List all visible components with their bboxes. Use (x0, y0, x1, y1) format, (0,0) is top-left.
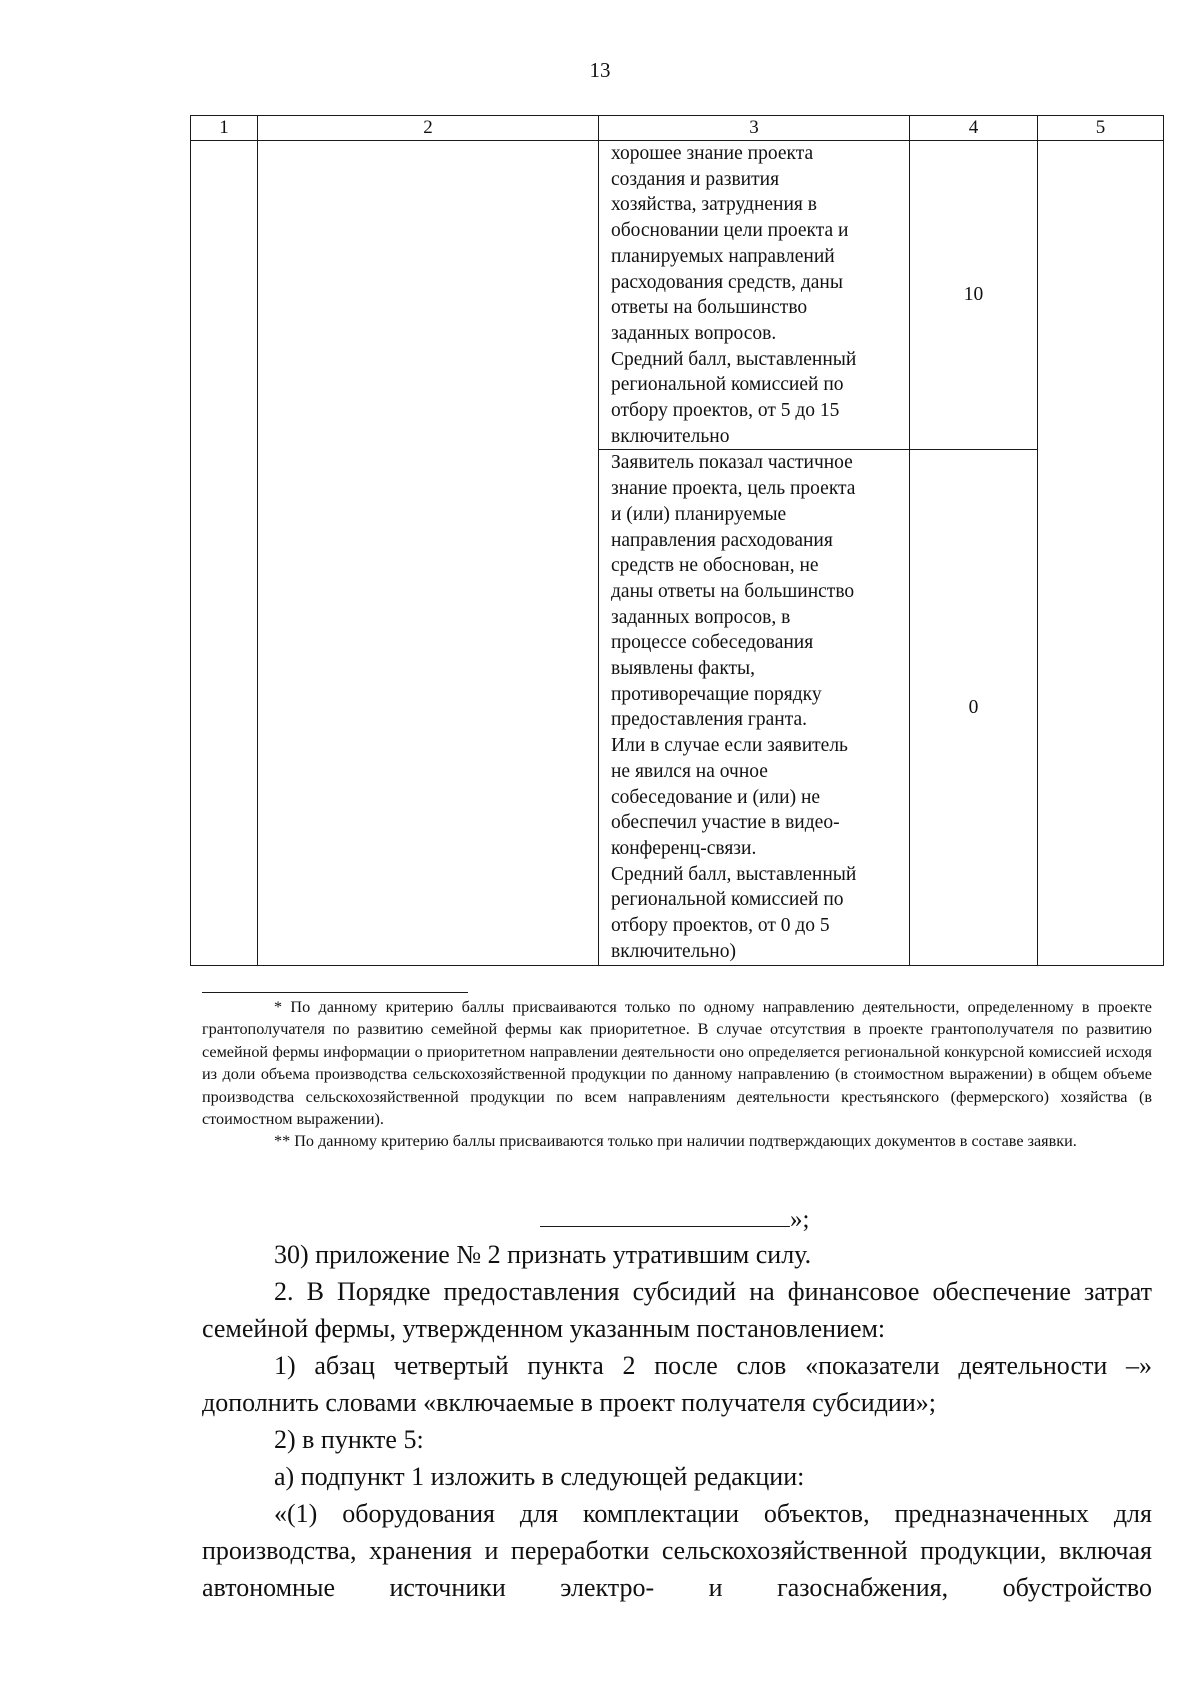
col-5-cell (1038, 141, 1164, 966)
table-header-row (191, 116, 1164, 141)
criterion-line: обеспечил участие в видео- (611, 812, 840, 834)
paragraph: 2) в пункте 5: (274, 1425, 424, 1454)
footnote-separator (202, 992, 468, 993)
criterion-line: противоречащие порядку (611, 683, 822, 705)
paragraph: а) подпункт 1 изложить в следующей редакции: (274, 1462, 805, 1491)
header-cell-3: 3 (599, 116, 910, 141)
criterion-line: отбору проектов, от 5 до 15 (611, 400, 840, 422)
criterion-line: средств не обоснован, не (611, 555, 819, 577)
criterion-line: предоставления гранта. (611, 709, 807, 731)
paragraph: 2. В Порядке предоставления субсидий на финансовое обеспечение затрат семейной фермы, утвержденном указанным постановлением: (202, 1277, 1152, 1343)
header-cell-5: 5 (1038, 116, 1164, 141)
paragraph: «(1) оборудования для комплектации объектов, предназначенных для производства, хранения и переработки сельскохозяйственной продукции, включая автономные источники электро- и газоснабжения, обустройство (202, 1499, 1152, 1602)
criterion-line: Заявитель показал частичное (611, 452, 853, 474)
header-cell-2: 2 (258, 116, 599, 141)
footnotes (202, 996, 1152, 1153)
criterion-line: хорошее знание проекта (611, 143, 814, 164)
criterion-line: Средний балл, выставленный (611, 863, 857, 885)
criterion-cell (599, 141, 910, 450)
criterion-cell (599, 450, 910, 965)
score-cell: 0 (910, 450, 1038, 965)
page-number: 13 (589, 58, 611, 82)
criterion-line: отбору проектов, от 0 до 5 (611, 915, 830, 937)
criterion-line: включительно) (611, 940, 736, 962)
paragraph: 30) приложение № 2 признать утратившим силу. (274, 1240, 812, 1269)
criterion-line: заданных вопросов. (611, 322, 777, 344)
criterion-line: процессе собеседования (611, 632, 814, 654)
header-cell-4: 4 (910, 116, 1038, 141)
criterion-line: региональной комиссией по (611, 889, 844, 911)
closing-quote-mark: »; (790, 1206, 810, 1233)
criterion-line: региональной комиссией по (611, 374, 844, 396)
criterion-line: выявлены факты, (611, 658, 756, 680)
criteria-table (190, 115, 1164, 966)
col-2-cell (258, 141, 599, 966)
body-text (202, 1236, 1152, 1606)
underline-blank (540, 1210, 790, 1227)
header-cell-1: 1 (191, 116, 258, 141)
closing-quote-line (540, 1206, 809, 1234)
score-cell: 10 (910, 141, 1038, 450)
col-1-cell (191, 141, 258, 966)
criterion-line: планируемых направлений (611, 245, 835, 267)
paragraph: 1) абзац четвертый пункта 2 после слов «показатели деятельности –» дополнить словами «включаемые в проект получателя субсидии»; (202, 1351, 1152, 1417)
criterion-line: даны ответы на большинство (611, 580, 855, 602)
criterion-line: заданных вопросов, в (611, 606, 791, 628)
criterion-line: конференц-связи. (611, 837, 757, 859)
footnote-2: ** По данному критерию баллы присваиваются только при наличии подтверждающих документов в составе заявки. (274, 1132, 1077, 1151)
criterion-line: Средний балл, выставленный (611, 348, 857, 370)
footnote-1: * По данному критерию баллы присваиваются только по одному направлению деятельности, определенному в проекте грантополучателя по развитию семейной фермы как приоритетное. В случае отсутствия в проекте грантополучателя по развитию семейной фермы информации о приоритетном направлении деятельности оно определяется региональной конкурсной комиссией исходя из доли объема производства сельскохозяйственной продукции по данному направлению (в стоимостном выражении) в общем объеме производства сельскохозяйственной продукции по всем направлениям деятельности крестьянского (фермерского) хозяйства (в стоимостном выражении). (202, 998, 1152, 1129)
criterion-line: Или в случае если заявитель (611, 735, 848, 757)
criterion-line: ответы на большинство (611, 297, 808, 319)
criterion-line: хозяйства, затруднения в (611, 194, 817, 216)
criterion-line: направления расходования (611, 529, 833, 551)
criterion-line: обосновании цели проекта и (611, 220, 849, 242)
criterion-line: собеседование и (или) не (611, 786, 821, 808)
criterion-line: включительно (611, 425, 730, 447)
criterion-line: знание проекта, цель проекта (611, 478, 856, 500)
criterion-line: не явился на очное (611, 760, 768, 782)
table-row (191, 141, 1164, 450)
criterion-line: и (или) планируемые (611, 503, 787, 525)
criterion-line: создания и развития (611, 168, 780, 190)
criterion-line: расходования средств, даны (611, 271, 843, 293)
